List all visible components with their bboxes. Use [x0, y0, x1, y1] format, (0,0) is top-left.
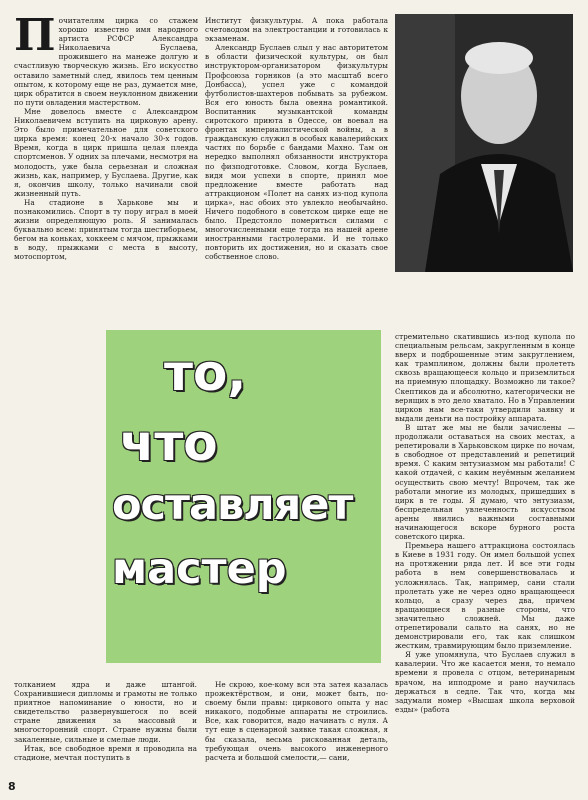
paragraph: Мне довелось вместе с Александром Николаевичем вступить на цирковую арену. Это было примечательное для советского цирка время: конец 20-х начало 30-х годов. Время, когда в цирк пришла целая плеяда спортсменов. У одних за плечами, несмотря на молодость, уже была серьезная и сложная жизнь, как, например, у Буслаева. Другие, как я, окончив школу, только начинали свой жизненный путь. [14, 106, 198, 198]
title-line-1: то, [164, 344, 247, 402]
paragraph: Не скрою, кое-кому вся эта затея казалась прожектёрством, и они, может быть, по-своему были правы: циркового опыта у нас никакого, подобные аппараты не строились. Все, как говорится, надо начинать с нуля. А тут еще в сценарной заявке такая сложная, я бы сказала, весьма рискованная деталь, требующая очень высокого инженерного расчета и большой смелости,— сани, [205, 680, 388, 762]
paragraph: Институт физкультуры. А пока работала счетоводом на электростанции и готовилась к экзаменам. [205, 16, 388, 44]
drop-cap: П [14, 16, 56, 61]
paragraph: В штат же мы не были зачислены — продолжали оставаться на своих местах, а репетировали в Харьковском цирке по ночам, в свободное от представлений и репетиций время. С каким энтузиазмом мы работали! С какой отдачей, с каким неуёмным желанием осуществить свою мечту! Впрочем, так же работали многие из молодых, пришедших в цирк в те годы. Я думаю, что энтузиазм, беспредельная увлеченность искусством арены явились важными составными начинающегося вскоре бурного роста советского цирка. [395, 422, 575, 542]
article-column-right [395, 332, 575, 778]
paragraph: стремительно скатившись из-под купола по специальным рельсам, закругленным в конце вверх и подброшенные этим закруглением, как трамплином, должны были пролететь сквозь вращающееся кольцо и приземлиться на приемную площадку. Возможно ли такое? Скептиков да и абсолютно, категорически не верящих в это дело хватало. Но в Управлении цирков нам все-таки утвердили заявку и выдали деньги на постройку аппарата. [395, 332, 575, 423]
paragraph: Итак, все свободное время я проводила на стадионе, мечтая поступить в [14, 743, 197, 762]
title-line-3: оставляет [112, 480, 353, 530]
article-column-bottom-1 [14, 680, 197, 780]
portrait-photo [395, 14, 573, 272]
article-column-top-2 [205, 16, 388, 286]
paragraph: очитателям цирка со стажем хорошо известно имя народного артиста РСФСР Александра Николаевича Буслаева, прожившего на манеже долгую и счастливую творческую жизнь. Его искусство оставило заметный след, явилось тем ценным опытом, к которому еще не раз, думается мне, цирк обратится в своем неуклонном движении по пути овладения мастерством. [14, 16, 198, 107]
title-line-2: что [120, 414, 218, 472]
paragraph: Александр Буслаев слыл у нас авторитетом в области физической культуры, он был инструктором-организатором физкультуры Профсоюза горняков (а это масштаб всего Донбасса), успел уже с командой футболистов-шахтеров побывать за рубежом. Вся его юность была овеяна романтикой. Воспитанник музыкантской команды сиротского приюта в Одессе, он воевал на фронтах империалистической войны, а в гражданскую служил в особых кавалерийских частях по борьбе с бандами Махно. Там он нередко выполнял обязанности инструктора по физподготовке. Словом, когда Буслаев, видя мои успехи в спорте, принял мое предложение вместе работать над аттракционом «Полет на санях из-под купола цирка», нас обоих это увлекло необычайно. Ничего подобного в советском цирке еще не было. Предстояло помериться силами с многочисленными еще тогда на нашей арене иностранными гастролерами. И не только повторить их достижения, но и сказать свое собственное слово. [205, 43, 388, 262]
paragraph: толканием ядра и даже штангой. Сохранившиеся дипломы и грамоты не только приятное напоминание о юности, но и свидетельство развернувшегося по всей стране движения за массовый и многосторонний спорт. Стране нужны были закаленные, сильные и смелые люди. [14, 680, 197, 744]
article-column-bottom-2 [205, 680, 388, 780]
paragraph: На стадионе в Харькове мы и познакомились. Спорт в ту пору играл в моей жизни определяющую роль. Я занималась буквально всем: принятым тогда шестиборьем, бегом на коньках, хоккеем с мячом, прыжками в воду, прыжками с места в высоту, мотоспортом, [14, 197, 198, 262]
title-block [106, 330, 381, 663]
article-column-top-1 [14, 16, 198, 286]
title-line-4: мастер [112, 544, 287, 594]
portrait-image [395, 14, 573, 272]
paragraph: Премьера нашего аттракциона состоялась в Киеве в 1931 году. Он имел большой успех на протяжении ряда лет. И все эти годы работа в нем совершенствовалась и усложнялась. Так, например, сани стали пролетать уже не через одно вращающееся кольцо, а сразу через два, причем вращающиеся в разные стороны, что значительно сложней. Мы даже отрепетировали сальто на санях, но не демонстрировали его, так как слишком жестким, травмирующим было приземление. [395, 541, 575, 651]
page-number: 8 [8, 780, 16, 793]
paragraph: Я уже упомянула, что Буслаев служил в кавалерии. Что же касается меня, то немало времени я провела с отцом, ветеринарным врачом, на ипподроме и рано научилась держаться в седле. Так что, когда мы задумали номер «Высшая школа верховой езды» (работа [395, 650, 575, 714]
